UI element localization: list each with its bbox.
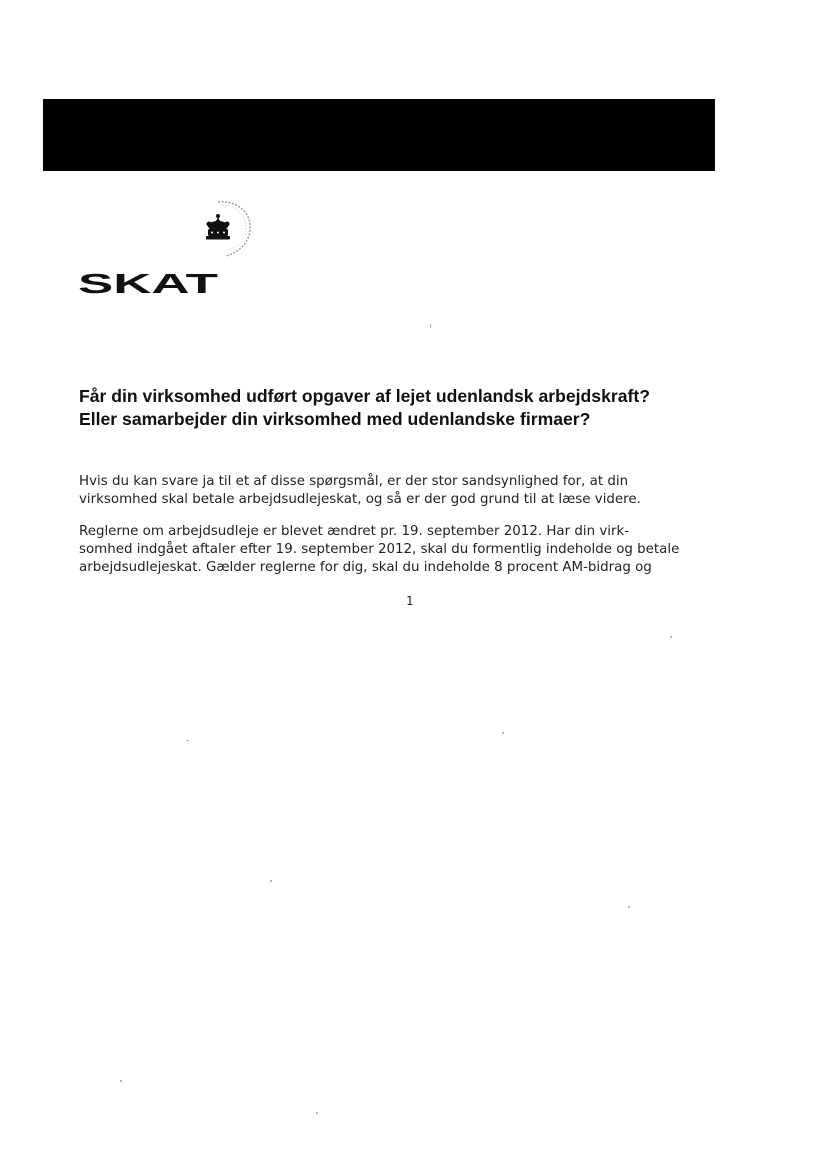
headline-line-1: Får din virksomhed udført opgaver af lejet udenlandsk arbejdskraft? bbox=[79, 386, 650, 406]
scan-speck bbox=[186, 740, 189, 741]
scan-speck bbox=[628, 906, 630, 908]
paragraph-line: somhed indgået aftaler efter 19. september 2012, skal du formentlig indeholde og betale bbox=[79, 542, 680, 558]
scan-speck bbox=[430, 324, 431, 328]
paragraph-line: Hvis du kan svare ja til et af disse spørgsmål, er der stor sandsynlighed for, at din bbox=[79, 474, 629, 489]
scan-speck bbox=[502, 732, 504, 734]
skat-logo bbox=[78, 264, 220, 296]
headline-line-2: Eller samarbejder din virksomhed med udenlandske firmaer? bbox=[79, 409, 591, 429]
crown-emblem-icon bbox=[196, 196, 254, 258]
scan-speck bbox=[316, 1112, 318, 1114]
paragraph-intro bbox=[79, 473, 719, 509]
scan-speck bbox=[120, 1080, 122, 1082]
paragraph-line: virksomhed skal betale arbejdsudlejeskat, og så er der god grund til at læse videre. bbox=[79, 492, 641, 508]
paragraph-rules bbox=[79, 523, 719, 578]
redaction-bar bbox=[43, 99, 715, 171]
page-number: 1 bbox=[406, 594, 414, 608]
paragraph-line: arbejdsudlejeskat. Gælder reglerne for dig, skal du indeholde 8 procent AM-bidrag og bbox=[79, 560, 652, 576]
page-title bbox=[79, 385, 759, 431]
scan-speck bbox=[270, 880, 272, 882]
skat-logo-text: SKAT bbox=[78, 268, 218, 296]
paragraph-line: Reglerne om arbejdsudleje er blevet ændret pr. 19. september 2012. Har din virk- bbox=[79, 524, 630, 539]
scan-speck bbox=[670, 636, 672, 638]
